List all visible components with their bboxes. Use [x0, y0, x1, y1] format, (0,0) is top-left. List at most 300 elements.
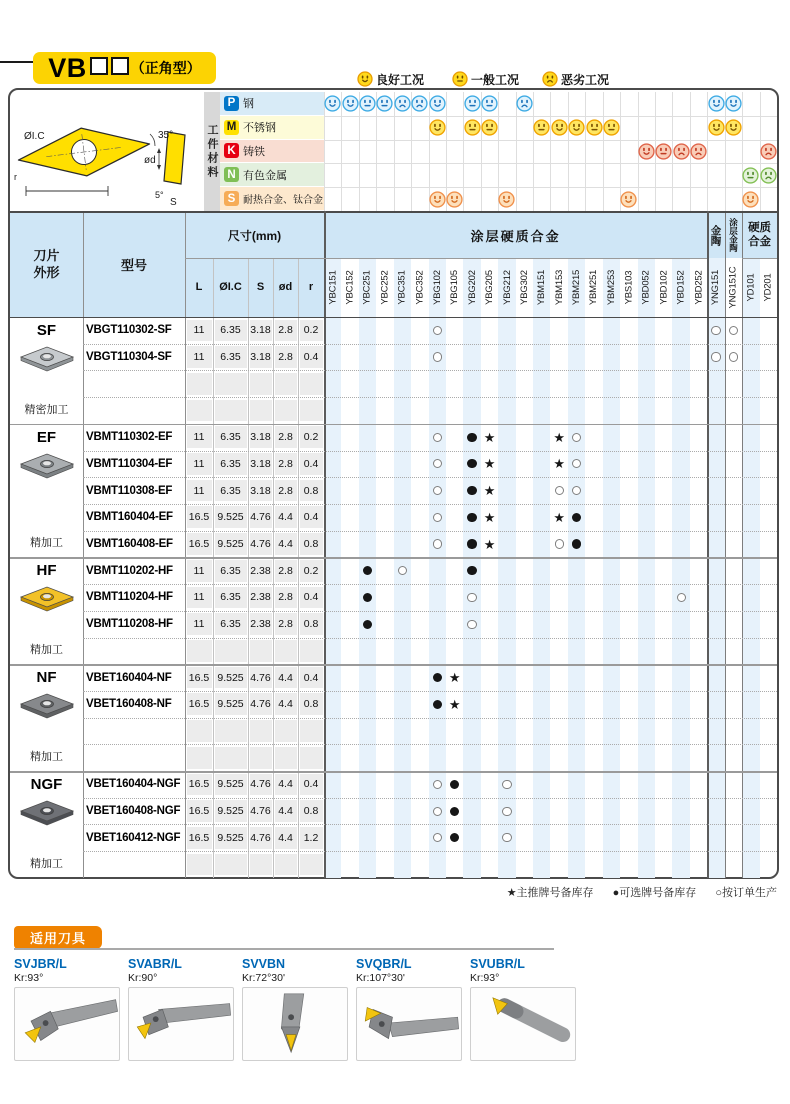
- dim-cell: 2.8: [275, 453, 297, 475]
- dim-cell: 11: [187, 613, 212, 635]
- dim-cell: [275, 373, 297, 395]
- dim-cell: [187, 640, 212, 662]
- mark-star-VBMT160404-EF-YBG205: ★: [483, 509, 496, 525]
- rule: [707, 211, 709, 878]
- mark-order-VBMT110302-EF-YBM215: [572, 433, 581, 442]
- dim-cell: 1.2: [300, 827, 323, 849]
- grade-col-YBG105: YBG105: [449, 269, 461, 305]
- dim-cell: [250, 854, 272, 876]
- group-cell-EF: [10, 424, 83, 558]
- material-name: 有色金属: [243, 169, 287, 182]
- label-od: ød: [144, 155, 156, 166]
- title-rule: [0, 61, 34, 63]
- dim-cell: 0.4: [300, 453, 323, 475]
- material-name: 不锈钢: [243, 122, 276, 135]
- dim-cell: [215, 747, 247, 769]
- title-box-square: [90, 57, 108, 75]
- mark-order-VBET160408-NGF-YBG102: [433, 807, 442, 816]
- poor-face-icon: [516, 95, 533, 112]
- mark-star-VBMT160408-EF-YBG205: ★: [483, 536, 496, 552]
- dim-cell: 9.525: [215, 533, 247, 555]
- row-separator: [83, 397, 777, 398]
- dim-cell: 6.35: [215, 320, 247, 342]
- dim-cell: 4.4: [275, 774, 297, 796]
- fair-face-icon: [533, 119, 550, 136]
- mark-order-VBMT110308-EF-YBG102: [433, 486, 442, 495]
- fair-face-icon: [586, 119, 603, 136]
- mark-order-VBGT110302-SF-YNG151C: [729, 326, 738, 335]
- dim-cell: [187, 747, 212, 769]
- grade-col-YBD252: YBD252: [693, 269, 705, 305]
- rating-S-YBG212: [498, 191, 515, 208]
- tool-name-SVABR/L: SVABR/L: [128, 957, 182, 971]
- dim-cell: 3.18: [250, 320, 272, 342]
- dim-cell: 4.4: [275, 506, 297, 528]
- dim-cell: 2.8: [275, 480, 297, 502]
- mark-stock-VBET160404-NF-YBG102: [433, 673, 442, 682]
- dim-cell: 4.4: [275, 533, 297, 555]
- good-face-icon: [446, 191, 463, 208]
- dim-cell: 2.8: [275, 587, 297, 609]
- grade-col-YD101: YD101: [745, 272, 757, 302]
- dim-cell: 16.5: [187, 693, 212, 715]
- mark-order-VBGT110304-SF-YBG102: [433, 352, 442, 361]
- rating-M-YBG202: [464, 119, 481, 136]
- rule: [324, 140, 777, 141]
- dim-cell: [300, 640, 323, 662]
- group-cell-HF: [10, 557, 83, 664]
- good-face-icon: [429, 95, 446, 112]
- header-coated-cermet: 涂层金陶: [725, 213, 742, 258]
- rule: [742, 258, 777, 259]
- dim-cell: [215, 373, 247, 395]
- dim-cell: 4.4: [275, 800, 297, 822]
- dim-cell: 11: [187, 560, 212, 582]
- mark-stock-VBMT160408-EF-YBG202: [467, 539, 476, 548]
- rule: [742, 213, 743, 878]
- dim-cell: 0.4: [300, 587, 323, 609]
- dim-cell: 2.38: [250, 587, 272, 609]
- poor-face-icon: [690, 143, 707, 160]
- fair-face-icon: [452, 71, 468, 87]
- group-label: SF: [36, 322, 57, 339]
- grade-col-YBC352: YBC352: [414, 269, 426, 305]
- tool-kr: Kr:93°: [14, 972, 44, 984]
- grade-col-YBM215: YBM215: [571, 269, 583, 305]
- tool-holder-icon: [15, 988, 119, 1060]
- grade-col-YD201: YD201: [762, 272, 774, 302]
- group-cell-NGF: [10, 771, 83, 878]
- dim-cell: [215, 640, 247, 662]
- tool-name-SVQBR/L: SVQBR/L: [356, 957, 412, 971]
- fair-face-icon: [481, 119, 498, 136]
- rating-P-YBG102: [429, 95, 446, 112]
- model-VBET160412-NGF: VBET160412-NGF: [86, 831, 181, 844]
- mark-order-VBMT110308-EF-YBM153: [555, 486, 564, 495]
- dim-cell: 9.525: [215, 667, 247, 689]
- dim-cell: 2.38: [250, 560, 272, 582]
- rating-M-YBM253: [603, 119, 620, 136]
- row-separator: [83, 851, 777, 852]
- mark-order-VBMT110208-HF-YBG202: [467, 620, 476, 629]
- header-size-ød: ød: [273, 258, 298, 317]
- rule: [568, 92, 569, 211]
- header-model: 型号: [83, 213, 185, 317]
- poor-face-icon: [542, 71, 558, 87]
- good-face-icon: [708, 119, 725, 136]
- rating-P-YBC151: [324, 95, 341, 112]
- dim-cell: 2.8: [275, 613, 297, 635]
- grade-col-YBG205: YBG205: [484, 269, 496, 305]
- material-chip-N: N: [224, 167, 239, 182]
- dim-cell: [275, 854, 297, 876]
- row-separator: [83, 370, 777, 371]
- rating-M-YBG102: [429, 119, 446, 136]
- row-separator: [83, 824, 777, 825]
- dim-cell: 4.76: [250, 800, 272, 822]
- mark-star-VBMT110308-EF-YBG205: ★: [483, 483, 496, 499]
- insert-photo-icon: [19, 691, 75, 721]
- column-stripe: [324, 258, 341, 878]
- rating-S-YBG102: [429, 191, 446, 208]
- rating-S-YBS103: [620, 191, 637, 208]
- dim-cell: 2.38: [250, 613, 272, 635]
- rating-P-YNG151: [708, 95, 725, 112]
- mark-stock-VBMT160404-EF-YBM215: [572, 513, 581, 522]
- group-label: HF: [36, 562, 57, 580]
- model-VBMT110308-EF: VBMT110308-EF: [86, 484, 173, 497]
- dim-cell: 11: [187, 320, 212, 342]
- mark-stock-VBMT110208-HF-YBC251: [363, 620, 372, 629]
- grade-col-YBC252: YBC252: [379, 269, 391, 305]
- grade-col-YBC152: YBC152: [344, 269, 356, 305]
- header-carbide: 硬质 合金: [742, 213, 777, 258]
- insert-photo-icon: [19, 344, 75, 374]
- tool-image-SVQBR/L: [356, 987, 462, 1061]
- dim-cell: 0.4: [300, 346, 323, 368]
- poor-face-icon: [760, 167, 777, 184]
- dim-cell: [215, 400, 247, 422]
- dim-cell: 11: [187, 426, 212, 448]
- tool-name-SVJBR/L: SVJBR/L: [14, 957, 67, 971]
- dim-cell: 4.76: [250, 693, 272, 715]
- dim-cell: 4.76: [250, 774, 272, 796]
- tool-kr: Kr:72°30': [242, 972, 285, 984]
- dim-cell: 11: [187, 480, 212, 502]
- dim-cell: 0.4: [300, 774, 323, 796]
- model-VBET160408-NF: VBET160408-NF: [86, 698, 172, 711]
- rating-M-YBM151: [533, 119, 550, 136]
- tool-name-SVUBR/L: SVUBR/L: [470, 957, 525, 971]
- mark-order-VBGT110304-SF-YNG151C: [729, 352, 738, 361]
- model-VBGT110304-SF: VBGT110304-SF: [86, 351, 172, 364]
- mark-order-VBMT110302-EF-YBG102: [433, 433, 442, 442]
- dim-cell: 0.4: [300, 506, 323, 528]
- rating-P-YBG205: [481, 95, 498, 112]
- title-box-square: [111, 57, 129, 75]
- mark-order-VBGT110302-SF-YBG102: [433, 326, 442, 335]
- dim-cell: 0.8: [300, 613, 323, 635]
- rule: [603, 92, 604, 211]
- dim-cell: 3.18: [250, 346, 272, 368]
- dim-cell: 4.4: [275, 693, 297, 715]
- good-face-icon: [620, 191, 637, 208]
- row-separator: [83, 477, 777, 478]
- dim-cell: 6.35: [215, 587, 247, 609]
- model-VBMT110202-HF: VBMT110202-HF: [86, 564, 173, 577]
- dim-cell: 4.76: [250, 506, 272, 528]
- group-caption: 精加工: [30, 537, 63, 550]
- grade-col-YBM153: YBM153: [553, 269, 565, 305]
- group-caption: 精加工: [30, 857, 63, 870]
- dim-cell: [275, 640, 297, 662]
- good-face-icon: [725, 95, 742, 112]
- header-cermet: 金陶: [707, 213, 724, 258]
- grade-col-YBM253: YBM253: [605, 269, 617, 305]
- tool-image-SVVBN: [242, 987, 348, 1061]
- grade-col-YBS103: YBS103: [623, 270, 635, 304]
- row-separator: [83, 451, 777, 452]
- header-size: 尺寸(mm): [185, 213, 324, 258]
- mark-order-VBET160404-NGF-YBG102: [433, 780, 442, 789]
- grade-col-YBM151: YBM151: [536, 269, 548, 305]
- tool-name-SVVBN: SVVBN: [242, 957, 286, 971]
- group-label: EF: [36, 428, 57, 446]
- page-title: [33, 52, 216, 84]
- fair-face-icon: [481, 95, 498, 112]
- mark-order-VBGT110304-SF-YNG151: [711, 352, 720, 361]
- rating-N-YD101: [742, 167, 759, 184]
- dim-cell: 0.4: [300, 667, 323, 689]
- tools-section-title: 适用刀具: [14, 926, 102, 949]
- mark-order-VBET160412-NGF-YBG212: [502, 833, 511, 842]
- insert-photo-icon: [19, 798, 75, 828]
- mark-stock-VBET160408-NGF-YBG105: [450, 807, 459, 816]
- dim-cell: [300, 400, 323, 422]
- group-caption: 精密加工: [24, 403, 69, 416]
- rating-M-YBG205: [481, 119, 498, 136]
- header-size-S: S: [248, 258, 273, 317]
- grade-col-YBM251: YBM251: [588, 269, 600, 305]
- group-caption: 精加工: [30, 644, 63, 657]
- legend-fair: 一般工况: [452, 70, 519, 88]
- dim-cell: 9.525: [215, 774, 247, 796]
- poor-face-icon: [411, 95, 428, 112]
- dim-cell: 3.18: [250, 426, 272, 448]
- group-cell-SF: [10, 317, 83, 424]
- rating-P-YBC252: [376, 95, 393, 112]
- row-separator: [83, 611, 777, 612]
- material-row-S: [220, 187, 324, 211]
- mark-order-VBGT110302-SF-YNG151: [711, 326, 720, 335]
- grade-col-YBG202: YBG202: [466, 269, 478, 305]
- mark-star-VBMT110302-EF-YBG205: ★: [483, 429, 496, 445]
- dim-cell: [275, 747, 297, 769]
- grade-col-YNG151C: YNG151C: [727, 266, 739, 308]
- tool-holder-icon: [471, 988, 575, 1060]
- dim-cell: 9.525: [215, 506, 247, 528]
- row-separator: [83, 691, 777, 692]
- mark-stock-VBMT110202-HF-YBG202: [467, 566, 476, 575]
- dim-cell: [250, 373, 272, 395]
- fair-face-icon: [655, 143, 672, 160]
- tool-image-SVABR/L: [128, 987, 234, 1061]
- title-series: VB: [48, 52, 87, 83]
- row-separator: [83, 744, 777, 745]
- label-thickness: S: [170, 197, 177, 208]
- good-face-icon: [638, 143, 655, 160]
- rating-P-YBG302: [516, 95, 533, 112]
- tool-image-SVUBR/L: [470, 987, 576, 1061]
- row-separator: [83, 344, 777, 345]
- tool-kr: Kr:107°30': [356, 972, 405, 984]
- dim-cell: 16.5: [187, 827, 212, 849]
- dim-cell: 16.5: [187, 800, 212, 822]
- rule: [324, 163, 777, 164]
- column-stripe: [672, 258, 689, 878]
- model-VBMT160404-EF: VBMT160404-EF: [86, 511, 173, 524]
- rule: [185, 258, 707, 259]
- dim-cell: [300, 720, 323, 742]
- rating-P-YBC352: [411, 95, 428, 112]
- material-row-P: [220, 92, 324, 116]
- rating-S-YD101: [742, 191, 759, 208]
- dim-cell: 6.35: [215, 560, 247, 582]
- rating-P-YBC152: [342, 95, 359, 112]
- rating-S-YBG105: [446, 191, 463, 208]
- material-row-N: [220, 163, 324, 187]
- dim-cell: 0.8: [300, 800, 323, 822]
- dim-cell: 4.4: [275, 827, 297, 849]
- good-face-icon: [342, 95, 359, 112]
- dim-cell: [215, 854, 247, 876]
- dim-cell: 3.18: [250, 480, 272, 502]
- header-size-r: r: [298, 258, 324, 317]
- model-VBMT110302-EF: VBMT110302-EF: [86, 431, 173, 444]
- dim-cell: 16.5: [187, 533, 212, 555]
- dim-cell: [300, 747, 323, 769]
- stock-legend-star: ★主推牌号备库存: [506, 887, 594, 899]
- good-face-icon: [498, 191, 515, 208]
- row-separator: [83, 584, 777, 585]
- dim-cell: 6.35: [215, 453, 247, 475]
- rating-M-YNG151: [708, 119, 725, 136]
- poor-face-icon: [760, 143, 777, 160]
- good-face-icon: [429, 119, 446, 136]
- group-cell-NF: [10, 664, 83, 771]
- dim-cell: 0.2: [300, 320, 323, 342]
- grade-col-YNG151: YNG151: [710, 269, 722, 305]
- dim-cell: [215, 720, 247, 742]
- grade-col-YBC351: YBC351: [396, 269, 408, 305]
- grade-col-YBC151: YBC151: [327, 269, 339, 305]
- material-row-M: [220, 116, 324, 140]
- rating-K-YBD102: [655, 143, 672, 160]
- good-face-icon: [551, 119, 568, 136]
- rule: [725, 213, 726, 878]
- rating-M-YBM153: [551, 119, 568, 136]
- rating-M-YNG151C: [725, 119, 742, 136]
- group-label: NF: [36, 669, 57, 687]
- rule: [324, 187, 777, 188]
- dim-cell: 4.4: [275, 667, 297, 689]
- dim-cell: 4.76: [250, 667, 272, 689]
- header-coated-carbide: 涂层硬质合金: [324, 213, 707, 258]
- model-VBMT110208-HF: VBMT110208-HF: [86, 618, 173, 631]
- fair-face-icon: [359, 95, 376, 112]
- rating-N-YD201: [760, 167, 777, 184]
- row-separator: [83, 718, 777, 719]
- rating-K-YD201: [760, 143, 777, 160]
- dim-cell: [250, 747, 272, 769]
- dim-cell: 11: [187, 587, 212, 609]
- mark-star-VBET160404-NF-YBG105: ★: [448, 670, 461, 686]
- dim-cell: [250, 640, 272, 662]
- stock-legend-circle: ○按订单生产: [715, 887, 777, 899]
- dim-cell: 2.8: [275, 346, 297, 368]
- fair-face-icon: [464, 119, 481, 136]
- good-face-icon: [357, 71, 373, 87]
- dim-cell: 9.525: [215, 827, 247, 849]
- material-chip-S: S: [224, 191, 239, 206]
- row-separator: [83, 531, 777, 532]
- good-face-icon: [708, 95, 725, 112]
- dim-cell: [187, 400, 212, 422]
- dim-cell: 2.8: [275, 426, 297, 448]
- mark-star-VBET160408-NF-YBG105: ★: [448, 696, 461, 712]
- rating-P-YNG151C: [725, 95, 742, 112]
- label-clearance: 5°: [155, 190, 164, 200]
- fair-face-icon: [742, 167, 759, 184]
- dim-cell: 0.8: [300, 693, 323, 715]
- dim-cell: [187, 854, 212, 876]
- material-chip-P: P: [224, 96, 239, 111]
- mark-stock-VBMT110302-EF-YBG202: [467, 433, 476, 442]
- dim-cell: [250, 400, 272, 422]
- poor-face-icon: [394, 95, 411, 112]
- dim-cell: [300, 854, 323, 876]
- mark-stock-VBMT110308-EF-YBG202: [467, 486, 476, 495]
- dim-cell: 0.2: [300, 560, 323, 582]
- mark-order-VBMT110204-HF-YBG202: [467, 593, 476, 602]
- rule: [585, 92, 586, 211]
- dim-cell: 4.76: [250, 533, 272, 555]
- grade-col-YBD152: YBD152: [675, 269, 687, 305]
- label-radius: r: [14, 172, 17, 182]
- good-face-icon: [429, 191, 446, 208]
- dim-cell: 16.5: [187, 506, 212, 528]
- model-VBMT110204-HF: VBMT110204-HF: [86, 591, 173, 604]
- rating-P-YBG202: [464, 95, 481, 112]
- dim-cell: [250, 720, 272, 742]
- grade-col-YBG212: YBG212: [501, 269, 513, 305]
- fair-face-icon: [464, 95, 481, 112]
- mark-order-VBET160408-NGF-YBG212: [502, 807, 511, 816]
- material-row-K: [220, 140, 324, 164]
- material-name: 钢: [243, 98, 254, 111]
- mark-stock-VBMT160408-EF-YBM215: [572, 539, 581, 548]
- rule: [533, 92, 534, 211]
- dim-cell: 9.525: [215, 693, 247, 715]
- good-face-icon: [742, 191, 759, 208]
- dim-cell: [187, 720, 212, 742]
- dim-cell: 2.8: [275, 320, 297, 342]
- legend-poor: 恶劣工况: [542, 70, 609, 88]
- column-stripe: [742, 258, 759, 878]
- insert-photo-icon: [19, 584, 75, 614]
- mark-star-VBMT160404-EF-YBM153: ★: [553, 509, 566, 525]
- dim-cell: 0.8: [300, 480, 323, 502]
